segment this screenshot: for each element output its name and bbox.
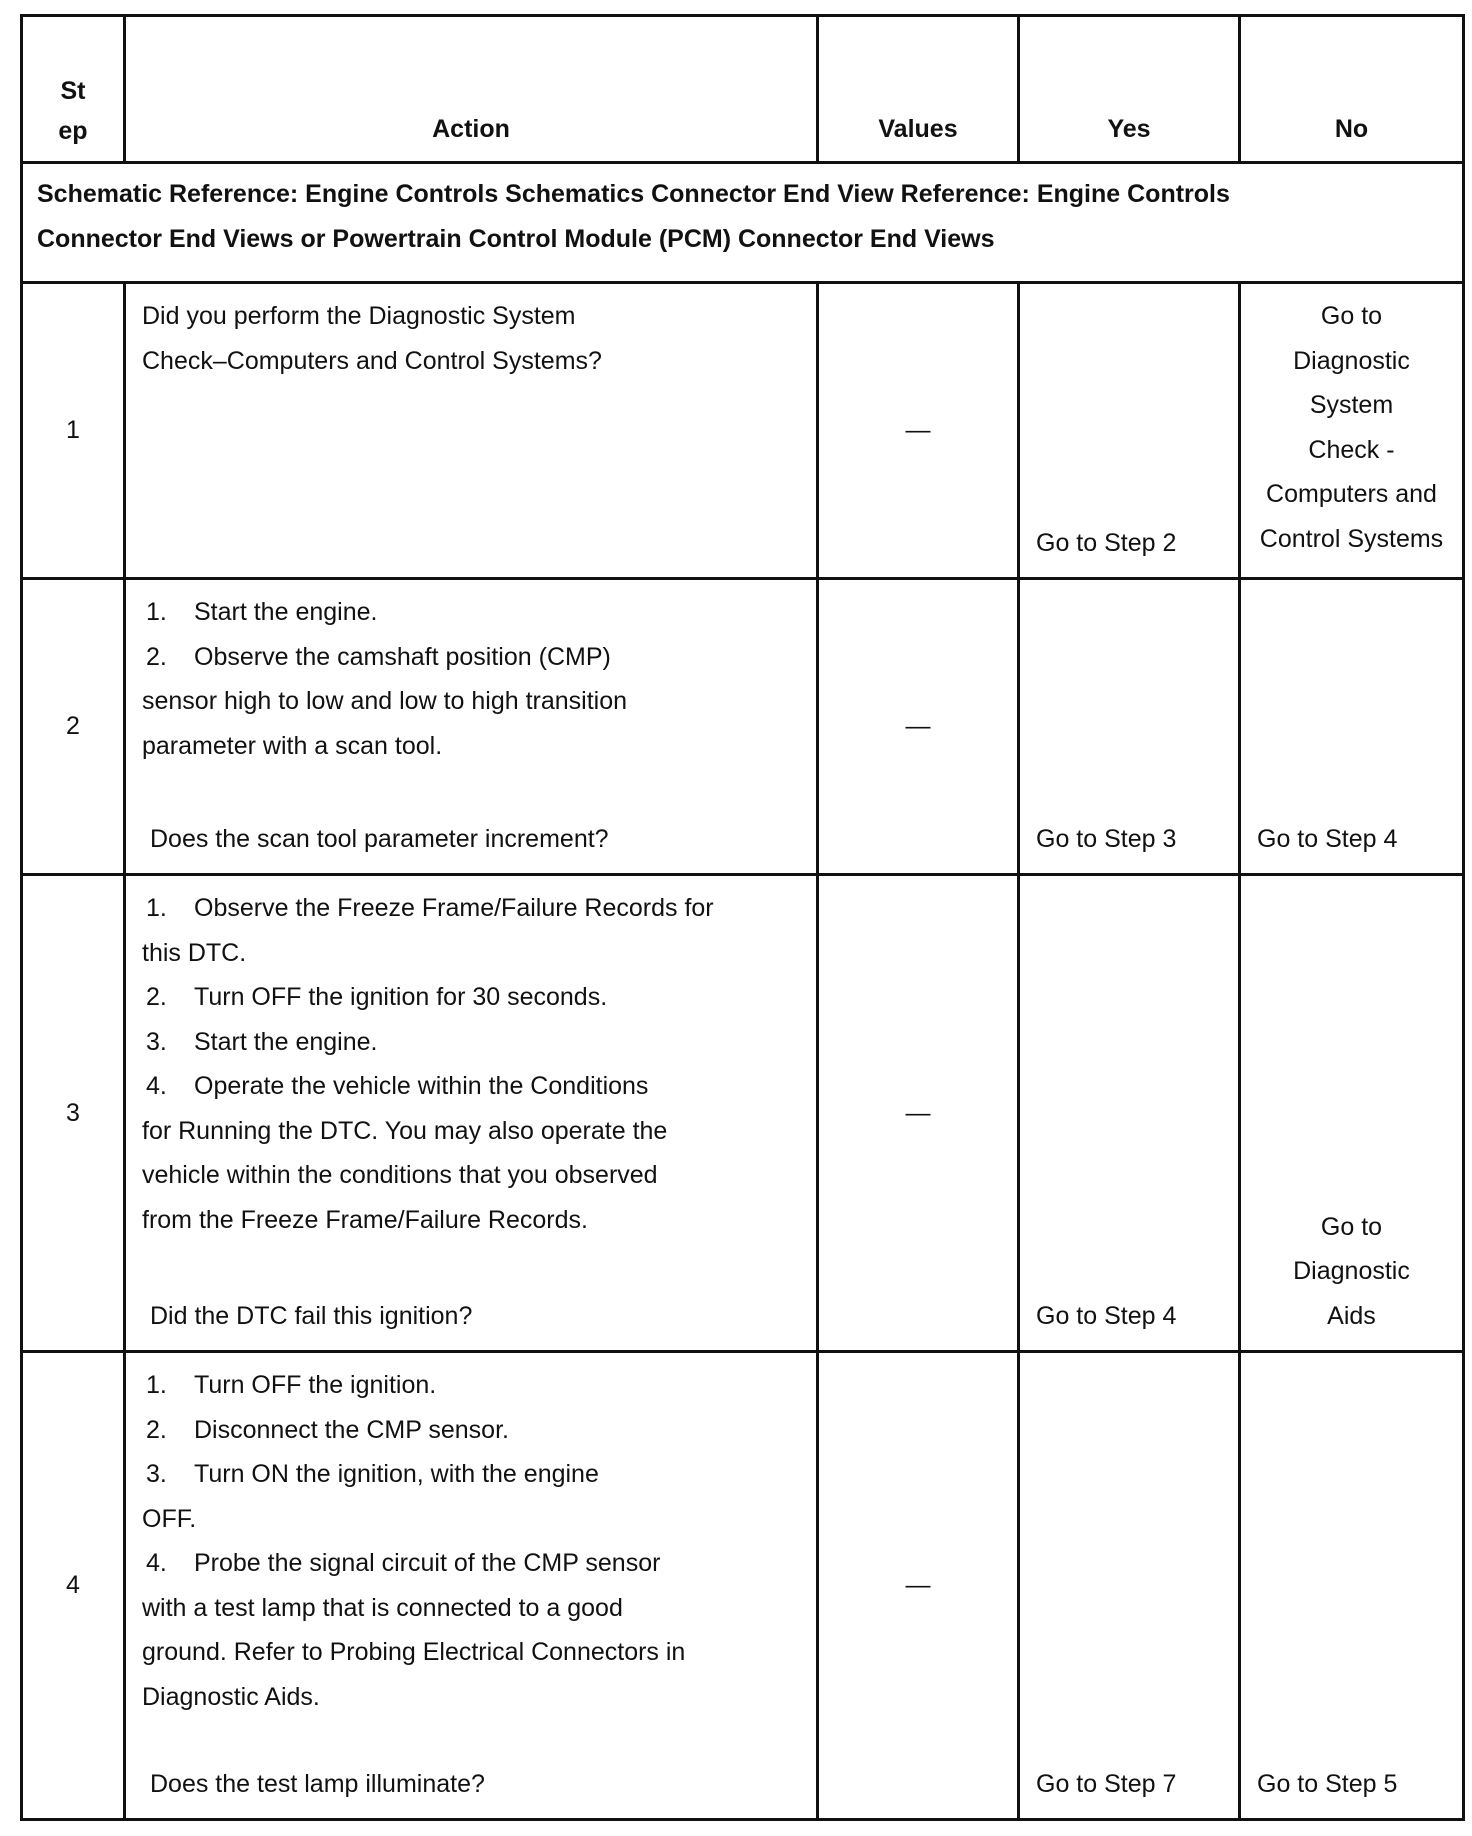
action-item: 1. Observe the Freeze Frame/Failure Records for: [146, 894, 714, 922]
step-number: 2: [22, 579, 125, 875]
header-values: Values: [818, 16, 1019, 163]
action-item: 4. Probe the signal circuit of the CMP sensor: [146, 1549, 661, 1577]
action-cell: [125, 1352, 818, 1820]
no-line: Check -: [1308, 435, 1395, 464]
action-item: 3. Start the engine.: [146, 1027, 378, 1056]
header-step-line1: St: [60, 77, 86, 105]
reference-row: [22, 163, 1464, 283]
action-line: this DTC.: [142, 938, 247, 967]
action-item: 2. Disconnect the CMP sensor.: [146, 1415, 509, 1444]
action-line: Diagnostic Aids.: [142, 1682, 320, 1711]
no-cell: Go to Step 4: [1240, 579, 1464, 875]
action-line: ground. Refer to Probing Electrical Connectors in: [142, 1638, 686, 1666]
header-yes: Yes: [1019, 16, 1240, 163]
no-line: Computers and: [1266, 480, 1437, 508]
action-question: Does the scan tool parameter increment?: [150, 824, 609, 853]
action-line: parameter with a scan tool.: [142, 731, 443, 760]
reference-line-1: Schematic Reference: Engine Controls Schematics Connector End View Reference: Engine Controls: [37, 180, 1230, 208]
no-cell: [1240, 283, 1464, 579]
action-cell: [125, 875, 818, 1352]
action-line: for Running the DTC. You may also operate the: [142, 1116, 668, 1145]
action-line: with a test lamp that is connected to a good: [142, 1593, 623, 1622]
no-line: Control Systems: [1259, 524, 1444, 553]
schematic-reference: [22, 163, 1464, 283]
no-line: System: [1309, 391, 1394, 419]
action-item: 1. Start the engine.: [146, 598, 378, 626]
no-line: Aids: [1327, 1301, 1376, 1330]
table-row: [22, 875, 1464, 1352]
reference-line-2: Connector End Views or Powertrain Control Module (PCM) Connector End Views: [37, 224, 995, 253]
action-item: 3. Turn ON the ignition, with the engine: [146, 1460, 599, 1488]
action-item: 4. Operate the vehicle within the Conditions: [146, 1072, 649, 1100]
no-line: Go to: [1320, 302, 1383, 330]
action-line: Check–Computers and Control Systems?: [142, 346, 602, 375]
action-cell: [125, 283, 818, 579]
action-cell: [125, 579, 818, 875]
action-line: vehicle within the conditions that you observed: [142, 1161, 658, 1189]
value-cell: —: [818, 283, 1019, 579]
action-item: 1. Turn OFF the ignition.: [146, 1371, 437, 1399]
yes-cell: Go to Step 4: [1019, 875, 1240, 1352]
value-cell: —: [818, 579, 1019, 875]
no-cell: Go to Step 5: [1240, 1352, 1464, 1820]
yes-cell: Go to Step 2: [1019, 283, 1240, 579]
diagnostic-table: [20, 14, 1465, 1821]
header-row: [22, 16, 1464, 163]
table-row: [22, 1352, 1464, 1820]
header-action: Action: [125, 16, 818, 163]
action-line: from the Freeze Frame/Failure Records.: [142, 1205, 588, 1234]
no-line: Diagnostic: [1293, 346, 1410, 375]
step-number: 4: [22, 1352, 125, 1820]
header-step: [22, 16, 125, 163]
action-question: Did the DTC fail this ignition?: [150, 1301, 473, 1330]
diagnostic-table-frame: [20, 14, 1462, 1821]
action-item: 2. Turn OFF the ignition for 30 seconds.: [146, 983, 608, 1011]
table-row: [22, 579, 1464, 875]
header-no: No: [1240, 16, 1464, 163]
action-line: Did you perform the Diagnostic System: [142, 302, 576, 330]
action-question: Does the test lamp illuminate?: [150, 1769, 485, 1798]
yes-cell: Go to Step 3: [1019, 579, 1240, 875]
table-row: [22, 283, 1464, 579]
action-line: OFF.: [142, 1504, 197, 1533]
header-step-line2: ep: [58, 117, 88, 145]
step-number: 3: [22, 875, 125, 1352]
action-item: 2. Observe the camshaft position (CMP): [146, 642, 611, 671]
no-line: Diagnostic: [1293, 1257, 1410, 1285]
value-cell: —: [818, 1352, 1019, 1820]
value-cell: —: [818, 875, 1019, 1352]
step-number: 1: [22, 283, 125, 579]
yes-cell: Go to Step 7: [1019, 1352, 1240, 1820]
no-cell: [1240, 875, 1464, 1352]
no-line: Go to: [1320, 1212, 1383, 1241]
action-line: sensor high to low and low to high transition: [142, 687, 628, 715]
